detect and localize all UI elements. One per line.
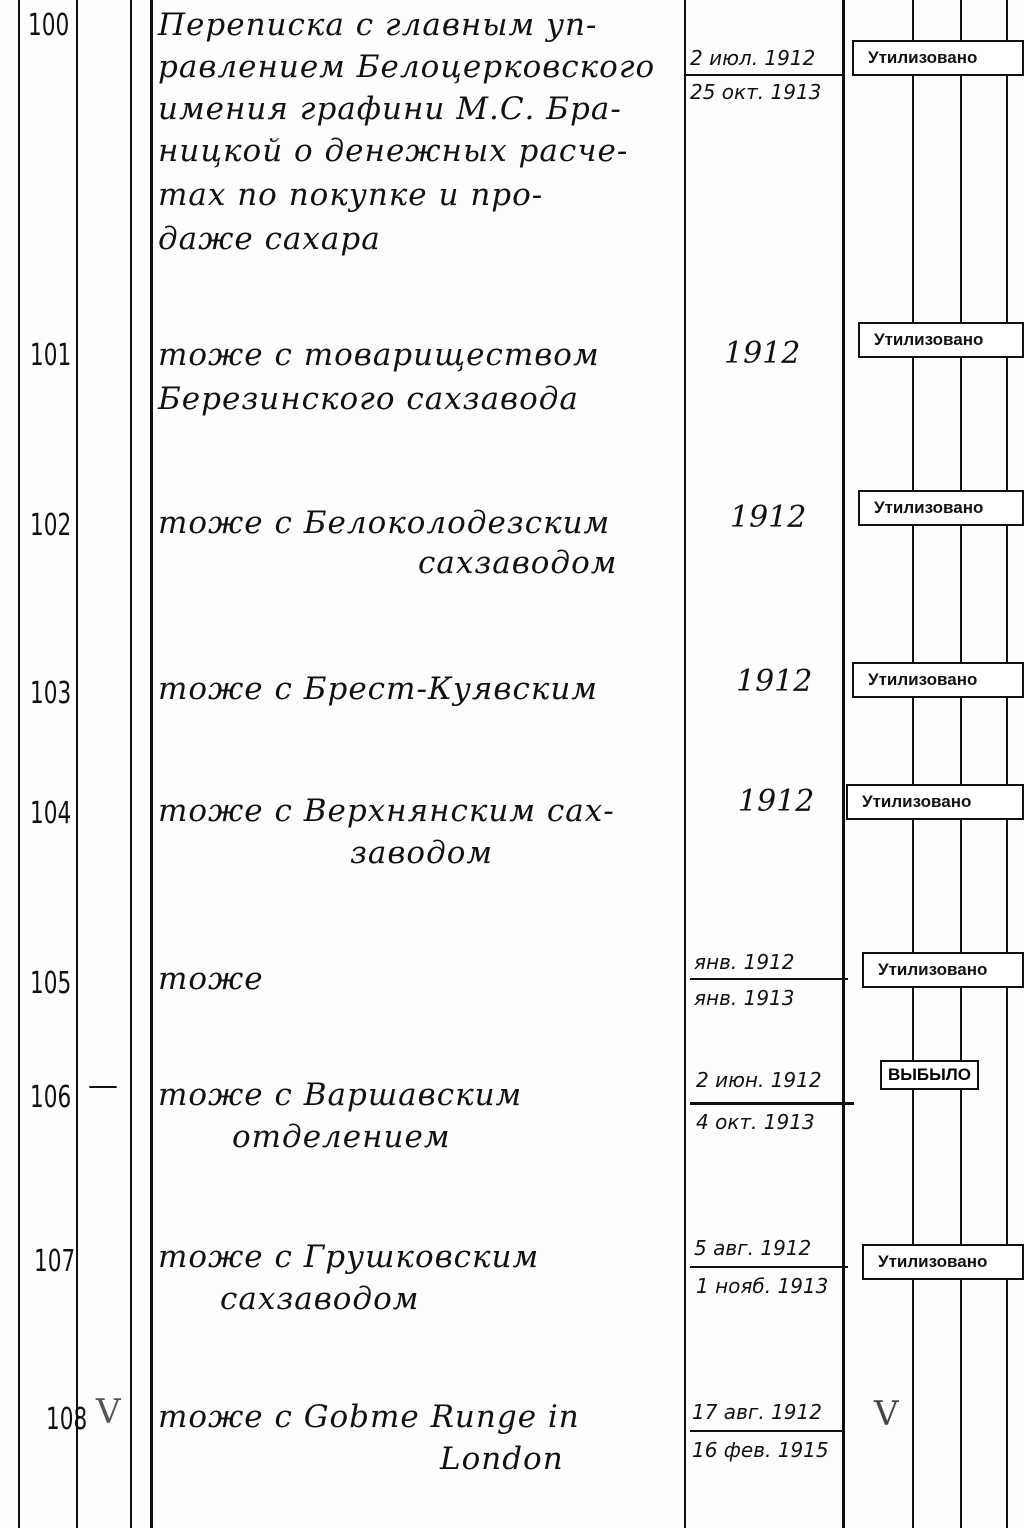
entry-date-from: 17 авг. 1912 [692,1400,822,1424]
entry-number: 101 [30,338,72,373]
margin-check-mark: V [96,1392,121,1432]
entry-description-line: тоже с Белоколодезским [158,505,611,541]
utilized-stamp: Утилизовано [858,490,1024,526]
entry-date-to: 4 окт. 1913 [696,1110,815,1134]
entry-date-to: 1 нояб. 1913 [696,1274,829,1298]
entry-date-to: 25 окт. 1913 [690,80,822,104]
check-mark: V [874,1394,899,1434]
date-separator-line [690,1430,844,1432]
entry-description-line: London [440,1441,564,1477]
utilized-stamp: Утилизовано [862,952,1024,988]
utilized-stamp: Утилизовано [862,1244,1024,1280]
date-column-divider [684,0,686,1528]
entry-date-from: 5 авг. 1912 [694,1236,812,1260]
entry-description-line: тоже с Верхнянским сах- [158,793,615,829]
entry-description-line: Переписка с главным уп- [158,7,598,43]
entry-year: 1912 [736,664,813,699]
entry-description-line: заводом [350,835,494,871]
entry-year: 1912 [724,336,801,371]
entry-number: 104 [30,796,72,831]
entry-description-line: даже сахара [158,221,381,257]
entry-description-line: тоже с товариществом [158,337,600,373]
entry-description-line: тоже [158,961,264,997]
entry-number: 105 [30,966,72,1001]
entry-description-line: равлением Белоцерковского [158,49,656,85]
date-separator-line [686,74,842,76]
entry-year: 1912 [738,784,815,819]
entry-date-from: 2 июн. 1912 [696,1068,822,1092]
entry-description-line: тоже с Брест-Куявским [158,671,598,707]
utilized-stamp: Утилизовано [852,40,1024,76]
entry-number: 103 [30,676,72,711]
entry-description-line: тоже с Варшавским [158,1077,523,1113]
entry-number: 106 [30,1080,72,1115]
entry-description-line: тах по покупке и про- [158,177,544,213]
entry-date-to: 16 фев. 1915 [692,1438,829,1462]
right-border-line [1006,0,1008,1528]
dropped-out-stamp: ВЫБЫЛО [880,1060,979,1090]
notes-column-divider [912,0,914,1528]
entry-description-line: сахзаводом [418,545,618,581]
entry-description-line: ницкой о денежных расче- [158,133,629,169]
mark-column-divider-2 [150,0,153,1528]
date-separator-line [690,1102,854,1105]
entry-description-line: тоже с Gobme Runge in [158,1399,580,1435]
utilized-stamp: Утилизовано [858,322,1024,358]
entry-description-line: Березинского сахзавода [158,381,579,417]
entry-number: 102 [30,508,72,543]
margin-dash-mark: — [88,1068,118,1103]
entry-description-line: сахзаводом [220,1281,420,1317]
entry-number: 108 [46,1402,88,1437]
utilized-stamp: Утилизовано [846,784,1024,820]
notes-column-divider-2 [960,0,962,1528]
date-column-right-divider [842,0,845,1528]
entry-description-line: тоже с Грушковским [158,1239,540,1275]
entry-year: 1912 [730,500,807,535]
mark-column-divider-1 [130,0,132,1528]
date-separator-line [690,1266,848,1268]
number-column-divider [76,0,78,1528]
entry-number: 107 [34,1244,76,1279]
entry-date-from: 2 июл. 1912 [690,46,816,70]
date-separator-line [690,978,848,980]
entry-description-line: имения графини М.С. Бра- [158,91,622,127]
left-border-line [18,0,20,1528]
entry-description-line: отделением [232,1119,451,1155]
entry-date-to: янв. 1913 [694,986,795,1010]
entry-number: 100 [28,8,70,43]
entry-date-from: янв. 1912 [694,950,795,974]
utilized-stamp: Утилизовано [852,662,1024,698]
